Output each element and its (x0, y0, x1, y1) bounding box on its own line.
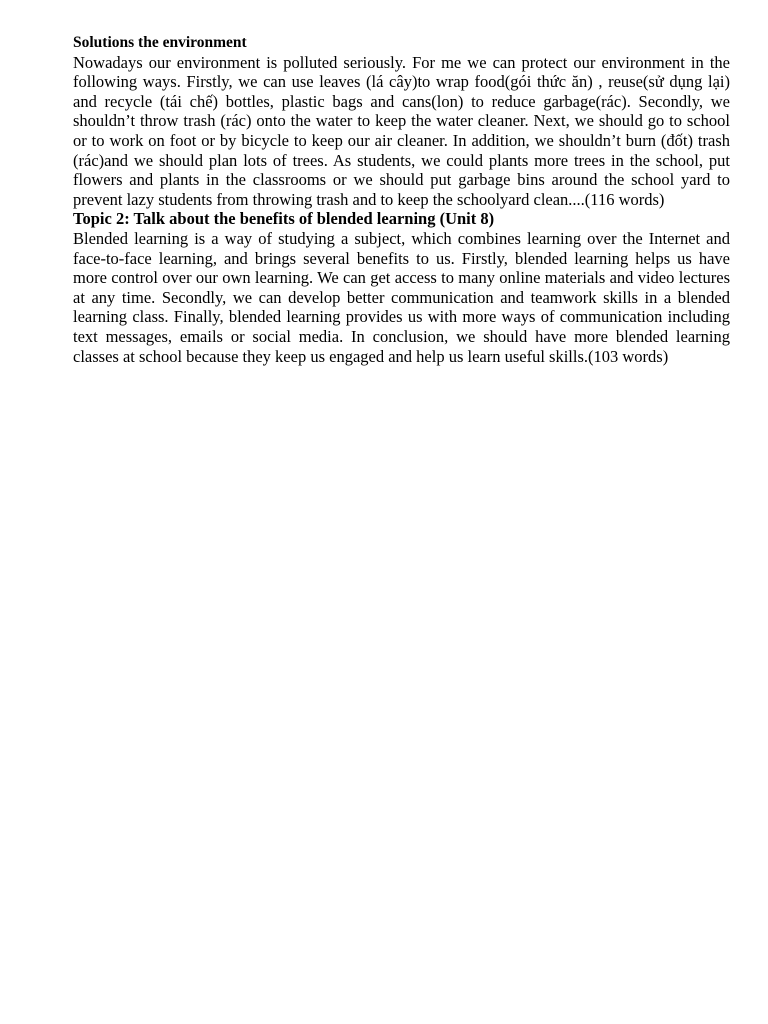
section-1-paragraph: Nowadays our environment is polluted seriously. For me we can protect our environment in the following ways. Firstly, we can use leaves (lá cây)to wrap food(gói thức ăn) , reuse(sử dụng lại) and recycle (tái chế) bottles, plastic bags and cans(lon) to reduce garbage(rác). Secondly, we shouldn’t throw trash (rác) onto the water to keep the water cleaner. Next, we should go to school or to work on foot or by bicycle to keep our air cleaner. In addition, we shouldn’t burn (đốt) trash (rác)and we should plan lots of trees. As students, we could plants more trees in the school, put flowers and plants in the classrooms or we should put garbage bins around the school yard to prevent lazy students from throwing trash and to keep the schoolyard clean....(116 words) (73, 52, 730, 209)
document-page (73, 33, 730, 366)
section-1-heading: Solutions the environment (73, 34, 247, 51)
section-2-paragraph: Blended learning is a way of studying a subject, which combines learning over the Internet and face-to-face learning, and brings several benefits to us. Firstly, blended learning helps us have more control over our own learning. We can get access to many online materials and video lectures at any time. Secondly, we can develop better communication and teamwork skills in a blended learning class. Finally, blended learning provides us with more ways of communication including text messages, emails or social media. In conclusion, we should have more blended learning classes at school because they keep us engaged and help us learn useful skills.(103 words) (73, 228, 730, 366)
section-2-heading: Topic 2: Talk about the benefits of blended learning (Unit 8) (73, 209, 495, 229)
